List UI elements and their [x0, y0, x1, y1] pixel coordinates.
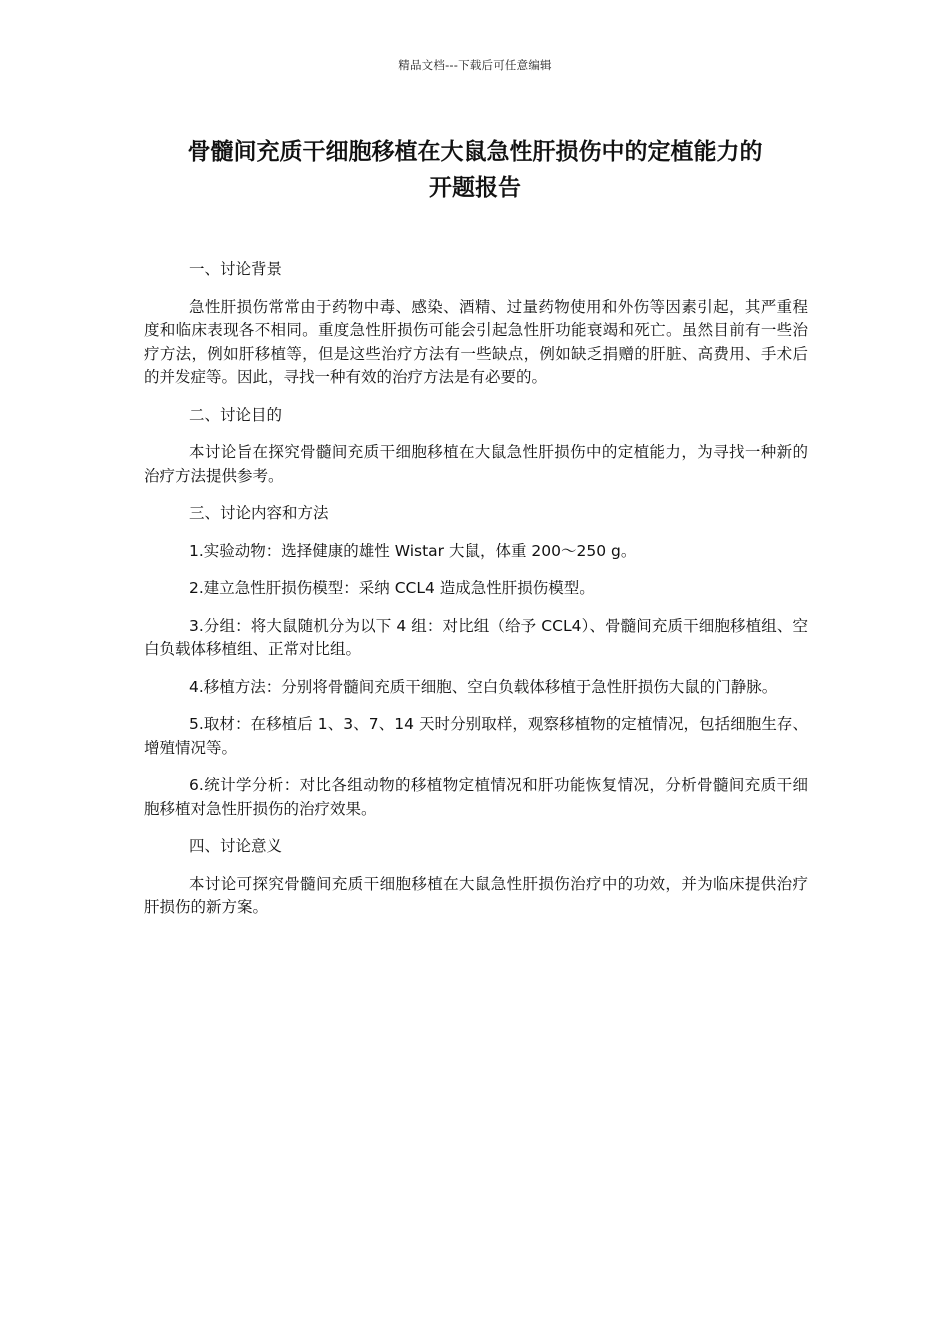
title-line-2: 开题报告	[429, 175, 521, 201]
section-heading-background: 一、讨论背景	[189, 260, 283, 278]
method-item-sampling: 5.取材：在移植后 1、3、7、14 天时分别取样，观察移植物的定植情况，包括细胞生存、增殖情况等。	[144, 715, 808, 757]
title-line-1: 骨髓间充质干细胞移植在大鼠急性肝损伤中的定植能力的	[187, 139, 763, 165]
section-heading-methods: 三、讨论内容和方法	[189, 504, 329, 522]
header-note: 精品文档---下载后可任意编辑	[398, 58, 552, 72]
paragraph-purpose: 本讨论旨在探究骨髓间充质干细胞移植在大鼠急性肝损伤中的定植能力，为寻找一种新的治疗方法提供参考。	[144, 443, 808, 485]
method-item-animals: 1.实验动物：选择健康的雄性 Wistar 大鼠，体重 200～250 g。	[189, 541, 637, 560]
method-item-statistics: 6.统计学分析：对比各组动物的移植物定植情况和肝功能恢复情况，分析骨髓间充质干细胞移植对急性肝损伤的治疗效果。	[144, 776, 808, 818]
method-item-grouping: 3.分组：将大鼠随机分为以下 4 组：对比组（给予 CCL4）、骨髓间充质干细胞移植组、空白负载体移植组、正常对比组。	[144, 616, 808, 658]
method-item-transplant: 4.移植方法：分别将骨髓间充质干细胞、空白负载体移植于急性肝损伤大鼠的门静脉。	[189, 677, 778, 696]
paragraph-significance: 本讨论可探究骨髓间充质干细胞移植在大鼠急性肝损伤治疗中的功效，并为临床提供治疗肝损伤的新方案。	[144, 874, 808, 916]
document-title	[120, 134, 830, 206]
section-heading-purpose: 二、讨论目的	[189, 405, 283, 424]
method-item-model: 2.建立急性肝损伤模型：采纳 CCL4 造成急性肝损伤模型。	[189, 579, 595, 597]
section-heading-significance: 四、讨论意义	[189, 837, 283, 855]
paragraph-background: 急性肝损伤常常由于药物中毒、感染、酒精、过量药物使用和外伤等因素引起，其严重程度和临床表现各不相同。重度急性肝损伤可能会引起急性肝功能衰竭和死亡。虽然目前有一些治疗方法，例如肝移植等，但是这些治疗方法有一些缺点，例如缺乏捐赠的肝脏、高费用、手术后的并发症等。因此，寻找一种有效的治疗方法是有必要的。	[144, 297, 808, 386]
document-body	[144, 258, 808, 934]
